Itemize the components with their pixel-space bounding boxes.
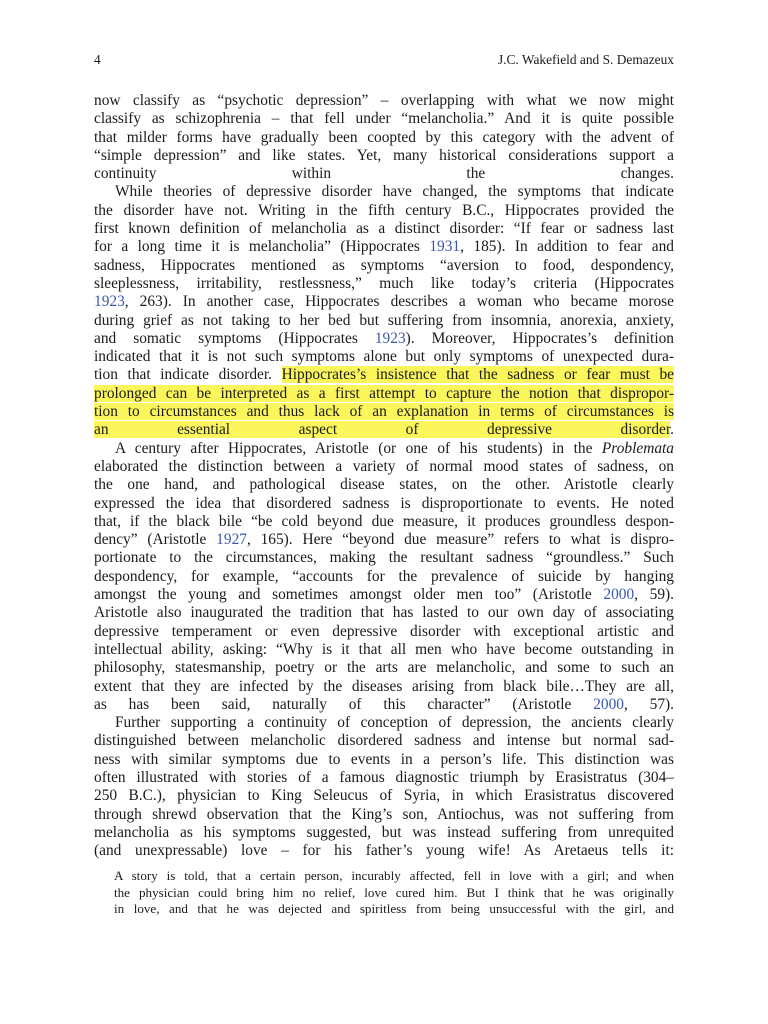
citation-link[interactable]: 1923	[94, 293, 125, 311]
text-span: .	[670, 421, 674, 439]
text-span: as has been said, naturally of this character” (Aristotle	[94, 695, 594, 713]
text-span: tion that indicate disorder.	[94, 366, 282, 384]
text-line: distinguished between melancholic disordered sadness and intense but normal sad-	[94, 732, 674, 750]
page-header	[94, 52, 674, 68]
text-line: intellectual ability, asking: “Why is it that all men who have become outstanding in	[94, 640, 674, 658]
text-line: elaborated the distinction between a variety of normal mood states of sadness, on	[94, 457, 674, 475]
text-line: despondency, for example, “accounts for the prevalence of suicide by hanging	[94, 567, 674, 585]
citation-link[interactable]: 2000	[593, 695, 624, 713]
text-span: , 165). Here “beyond due measure” refers to what is dispro-	[246, 531, 674, 549]
text-span: for a long time it is melancholia” (Hippocrates	[94, 238, 430, 256]
quote-line: in love, and that he was dejected and spiritless from being unsuccessful with the girl, and	[114, 900, 674, 916]
running-head-authors: J.C. Wakefield and S. Demazeux	[497, 52, 674, 67]
text-line: the one hand, and pathological disease states, on the other. Aristotle clearly	[94, 476, 674, 494]
text-line	[94, 366, 674, 384]
text-line	[94, 421, 674, 439]
highlighted-text: prolonged can be interpreted as a first attempt to capture the notion that dispropor-	[94, 384, 674, 402]
text-line: that, if the black bile “be cold beyond due measure, it produces groundless despon-	[94, 512, 674, 530]
text-span: and somatic symptoms (Hippocrates	[94, 329, 375, 347]
text-line	[94, 293, 674, 311]
text-span: amongst the young and sometimes amongst older men too” (Aristotle	[94, 586, 604, 604]
text-line: 250 B.C.), physician to King Seleucus of Syria, in which Erasistratus discovered	[94, 787, 674, 805]
text-span: A century after Hippocrates, Aristotle (or one of his students) in the	[115, 439, 602, 457]
text-line	[94, 531, 674, 549]
text-line: Further supporting a continuity of conception of depression, the ancients clearly	[115, 714, 674, 732]
text-line: first known definition of melancholia as a distinct disorder: “If fear or sadness last	[94, 220, 674, 238]
paragraph-2	[94, 183, 674, 439]
text-line: the disorder have not. Writing in the fifth century B.C., Hippocrates provided the	[94, 201, 674, 219]
text-line	[94, 330, 674, 348]
text-line: (and unexpressable) love – for his father’s young wife! As Aretaeus tells it:	[94, 842, 674, 860]
text-span: , 263). In another case, Hippocrates describes a woman who became morose	[124, 293, 674, 311]
text-line: sleeplessness, irritability, restlessness,” much like today’s criteria (Hippocrates	[94, 274, 674, 292]
text-line: through shrewd observation that the King’s son, Antiochus, was not suffering from	[94, 805, 674, 823]
text-span: dency” (Aristotle	[94, 531, 217, 549]
text-span: , 185). In addition to fear and	[460, 238, 674, 256]
quote-line: A story is told, that a certain person, incurably affected, fell in love with a girl; and when	[114, 868, 674, 884]
text-line: melancholia as his symptoms suggested, but was instead suffering from unrequited	[94, 823, 674, 841]
text-line: during grief as not taking to her bed but suffering from insomnia, anorexia, anxiety,	[94, 311, 674, 329]
text-line: Aristotle also inaugurated the tradition that has lasted to our own day of associating	[94, 604, 674, 622]
text-line: While theories of depressive disorder have changed, the symptoms that indicate	[115, 183, 674, 201]
text-line: often illustrated with stories of a famous diagnostic triumph by Erasistratus (304–	[94, 768, 674, 786]
text-line	[94, 586, 674, 604]
main-text	[94, 92, 674, 917]
text-line: that milder forms have gradually been coopted by this category with the advent of	[94, 128, 674, 146]
text-line: ness with similar symptoms due to events in a person’s life. This distinction was	[94, 750, 674, 768]
citation-link[interactable]: 1923	[374, 329, 406, 347]
text-line: philosophy, statesmanship, poetry or the arts are melancholic, and some to such an	[94, 659, 674, 677]
text-span: , 57).	[623, 695, 674, 713]
paragraph-3	[94, 440, 674, 714]
paragraph-4	[94, 714, 674, 860]
text-line: “simple depression” and like states. Yet, many historical considerations support a	[94, 146, 674, 164]
text-line	[94, 238, 674, 256]
text-span: , 59).	[634, 586, 674, 604]
page-number: 4	[94, 52, 101, 67]
citation-link[interactable]: 1931	[429, 238, 461, 256]
text-line: continuity within the changes.	[94, 165, 674, 183]
text-line: now classify as “psychotic depression” – overlapping with what we now might	[94, 92, 674, 109]
text-line	[94, 385, 674, 403]
text-line: indicated that it is not such symptoms alone but only symptoms of unexpected dura-	[94, 348, 674, 366]
text-line: extent that they are infected by the diseases arising from black bile…They are all,	[94, 677, 674, 695]
highlighted-text: tion to circumstances and thus lack of an explanation in terms of circumstances is	[94, 403, 674, 421]
text-line: expressed the idea that disordered sadness is disproportionate to events. He noted	[94, 494, 674, 512]
citation-link[interactable]: 1927	[216, 531, 247, 549]
citation-link[interactable]: 2000	[603, 586, 635, 604]
text-line: classify as schizophrenia – that fell under “melancholia.” And it is quite possible	[94, 110, 674, 128]
quote-line: the physician could bring him no relief, love cured him. But I think that he was originally	[114, 884, 674, 900]
text-line	[94, 696, 674, 714]
text-span: ). Moreover, Hippocrates’s definition	[405, 329, 674, 347]
highlighted-text: Hippocrates’s insistence that the sadness or fear must be	[281, 366, 674, 384]
highlighted-text: an essential aspect of depressive disorder	[94, 421, 671, 439]
book-title: Problemata	[601, 439, 674, 457]
text-line: portionate to the circumstances, making the resultant sadness “groundless.” Such	[94, 549, 674, 567]
paragraph-1	[94, 92, 674, 183]
text-line	[94, 403, 674, 421]
text-line: depressive temperament or even depressive disorder with exceptional artistic and	[94, 622, 674, 640]
text-line	[94, 440, 674, 458]
block-quote	[114, 868, 674, 916]
text-line: sadness, Hippocrates mentioned as symptoms “aversion to food, despondency,	[94, 256, 674, 274]
